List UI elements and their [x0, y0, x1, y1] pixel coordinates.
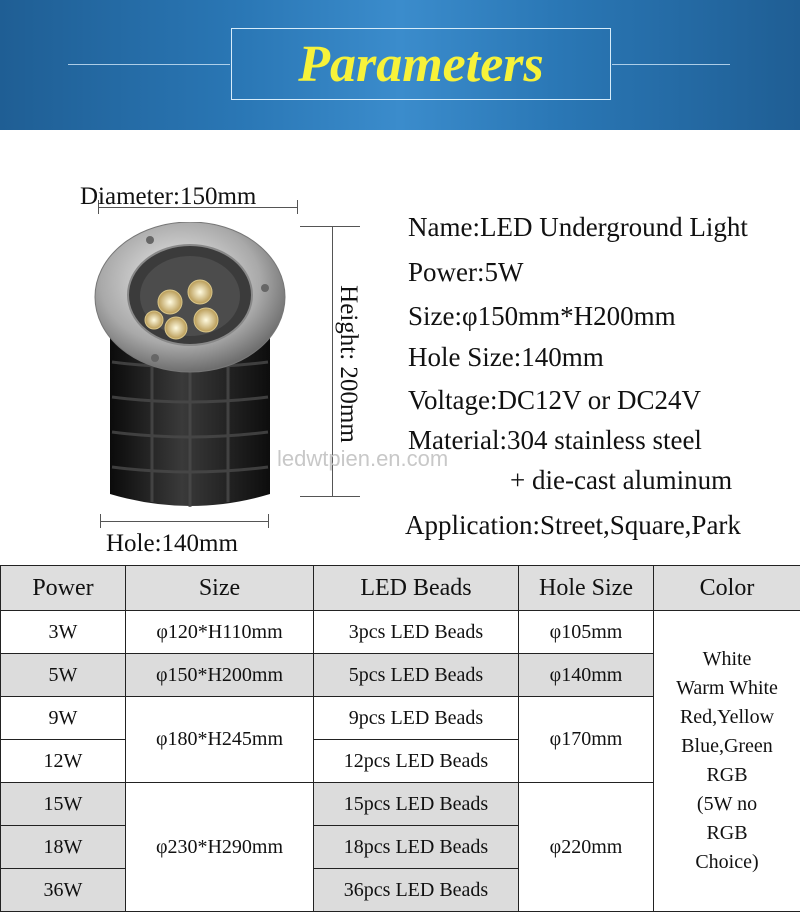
cell-power: 36W — [1, 869, 126, 912]
cell-size: φ230*H290mm — [126, 783, 314, 912]
page-title: Parameters — [298, 35, 544, 93]
color-line: (5W no — [696, 793, 758, 815]
cell-size: φ150*H200mm — [126, 654, 314, 697]
color-line: RGB — [706, 822, 748, 844]
color-line: Choice) — [695, 851, 759, 873]
hole-label: Hole:140mm — [106, 530, 238, 557]
watermark: ledwtpien.en.com — [277, 446, 449, 471]
cell-beads: 15pcs LED Beads — [314, 783, 519, 826]
spec-material: Material:304 stainless steel — [408, 425, 702, 455]
hole-tick-left — [100, 514, 101, 528]
header-led-beads: LED Beads — [314, 566, 519, 611]
cell-power: 9W — [1, 697, 126, 740]
header-banner — [0, 0, 800, 130]
spec-material-2: + die-cast aluminum — [510, 465, 733, 495]
cell-power: 12W — [1, 740, 126, 783]
cell-beads: 3pcs LED Beads — [314, 611, 519, 654]
color-line: Blue,Green — [681, 735, 773, 757]
color-line: Red,Yellow — [679, 706, 775, 728]
height-label: Height: 200mm — [335, 285, 362, 443]
cell-power: 3W — [1, 611, 126, 654]
hole-tick-right — [268, 514, 269, 528]
product-image — [90, 222, 290, 512]
spec-size: Size:φ150mm*H200mm — [408, 301, 676, 331]
spec-hole-size: Hole Size:140mm — [408, 342, 604, 372]
cell-size: φ180*H245mm — [126, 697, 314, 783]
spec-voltage: Voltage:DC12V or DC24V — [408, 385, 702, 415]
header-hole-size: Hole Size — [519, 566, 654, 611]
cell-color — [654, 611, 800, 912]
banner-rule-left — [68, 64, 230, 65]
height-tick-bottom — [300, 496, 360, 497]
header-color: Color — [654, 566, 800, 611]
cell-power: 15W — [1, 783, 126, 826]
color-line: White — [702, 648, 752, 670]
color-line: Warm White — [676, 677, 778, 699]
spec-application: Application:Street,Square,Park — [405, 510, 741, 540]
parameters-table — [0, 565, 800, 912]
hole-dimension-line — [100, 521, 268, 522]
title-frame — [231, 28, 611, 100]
height-tick-top — [300, 226, 360, 227]
spec-name: Name:LED Underground Light — [408, 212, 748, 242]
cell-hole: φ105mm — [519, 611, 654, 654]
cell-beads: 18pcs LED Beads — [314, 826, 519, 869]
color-line: RGB — [706, 764, 748, 786]
cell-power: 5W — [1, 654, 126, 697]
cell-size: φ120*H110mm — [126, 611, 314, 654]
cell-beads: 5pcs LED Beads — [314, 654, 519, 697]
cell-hole: φ170mm — [519, 697, 654, 783]
cell-beads: 36pcs LED Beads — [314, 869, 519, 912]
cell-beads: 9pcs LED Beads — [314, 697, 519, 740]
diameter-label: Diameter:150mm — [80, 183, 257, 210]
cell-beads: 12pcs LED Beads — [314, 740, 519, 783]
cell-power: 18W — [1, 826, 126, 869]
table-row — [1, 611, 800, 654]
diameter-tick-right — [297, 200, 298, 214]
cell-hole: φ220mm — [519, 783, 654, 912]
header-size: Size — [126, 566, 314, 611]
banner-rule-right — [612, 64, 730, 65]
header-power: Power — [1, 566, 126, 611]
cell-hole: φ140mm — [519, 654, 654, 697]
table-header-row — [1, 566, 800, 611]
spec-power: Power:5W — [408, 257, 524, 287]
